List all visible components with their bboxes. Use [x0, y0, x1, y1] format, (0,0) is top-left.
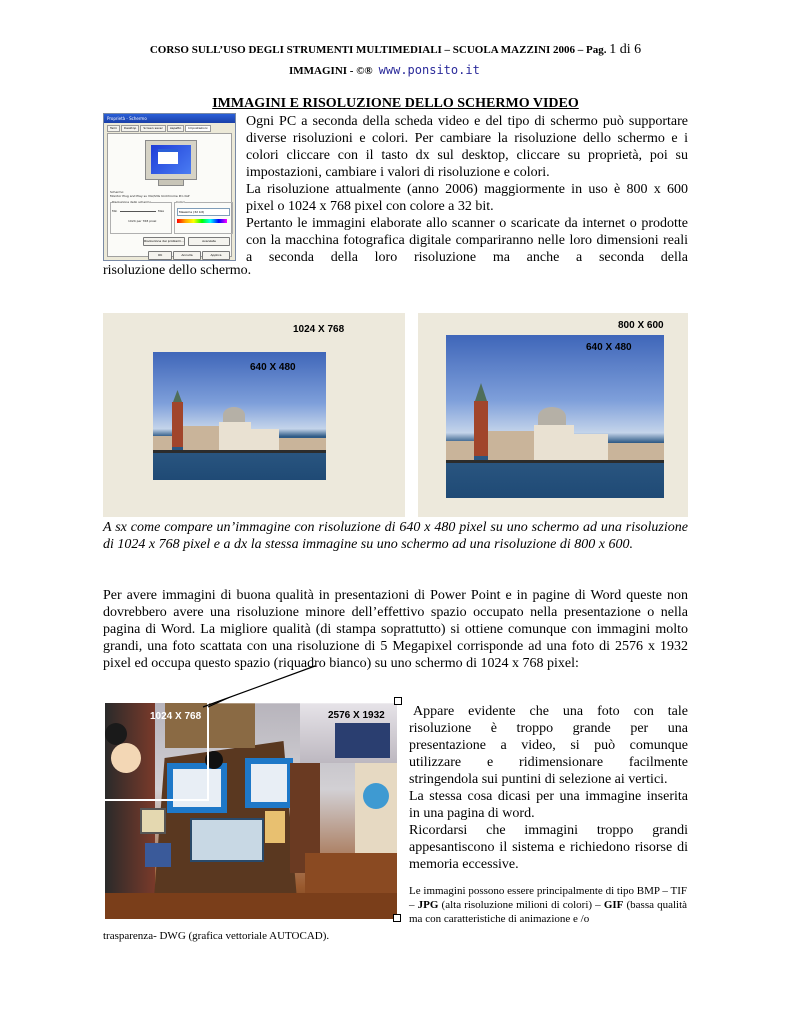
tab-settings: Impostazioni: [185, 125, 210, 132]
more-label: Max: [158, 209, 165, 213]
tab-desktop: Desktop: [121, 125, 139, 132]
resolution-value: 1024 per 768 pixel: [128, 219, 157, 223]
document-title: IMMAGINI E RISOLUZIONE DELLO SCHERMO VIDEO: [212, 96, 579, 111]
format-gif-desc: (bassa qualità ma con caratteristiche di animazione e /o: [409, 899, 688, 925]
resolution-group: [110, 202, 172, 234]
format-gif: GIF: [603, 899, 624, 911]
selection-handle-bottom-right[interactable]: [393, 914, 401, 922]
tab-appearance: Aspetto: [167, 125, 185, 132]
formats-paragraph-end: trasparenza- DWG (grafica vettoriale AUTOCAD).: [103, 930, 330, 942]
dialog-tabs: [104, 123, 235, 132]
side-paragraph-1: Appare evidente che una foto con tale risoluzione è troppo grande per una presentazione a video, si può comunque utilizzare e ridimensionare facilmente stringendola sui puntini di selezione ai vertici.: [409, 704, 688, 787]
display-properties-screenshot: [103, 113, 236, 261]
cancel-button: Annulla: [173, 251, 201, 260]
intro-text: [246, 113, 688, 266]
resolution-slider: [120, 211, 156, 212]
panels-caption: A sx come compare un’immagine con risoluzione di 640 x 480 pixel su uno schermo ad una risoluzione di 1024 x 768 pixel e a dx la stessa immagine su uno schermo ad una risoluzione di 800 x 600.: [103, 520, 688, 552]
pointer-arrow: [200, 661, 320, 711]
advanced-button: Avanzate: [188, 237, 230, 246]
monitor-stand: [158, 179, 184, 186]
page-header: [0, 42, 791, 58]
page-prefix: Pag.: [586, 44, 607, 56]
selection-handle-top-right[interactable]: [394, 697, 402, 705]
colors-label: Colori: [176, 200, 185, 204]
monitor-name: Monitor Plug and Play su VIA/S3G UniChrome Pro IGP: [110, 194, 190, 198]
venice-photo-small: [153, 352, 326, 480]
monitor-icon: [145, 140, 197, 180]
screen-label: Schermo:: [110, 190, 125, 194]
venice-photo-large: [446, 335, 664, 498]
tab-screensaver: Screen saver: [140, 125, 166, 132]
section-label: IMMAGINI - ©®: [289, 65, 373, 77]
tab-themes: Temi: [107, 125, 120, 132]
screen-800-label: 800 X 600: [618, 320, 664, 331]
formats-paragraph: [409, 884, 687, 926]
photo-side-text: [409, 703, 688, 873]
intro-paragraph-2: La risoluzione attualmente (anno 2006) maggiormente in uso è 800 x 600 pixel o 1024 x 768 pixel con colore a 32 bit.: [246, 182, 688, 214]
section-header: [289, 63, 480, 77]
troubleshoot-button: Risoluzione dei problemi...: [143, 237, 185, 246]
settings-pane: [107, 133, 232, 257]
color-bar: [177, 219, 227, 223]
side-paragraph-3: Ricordarsi che immagini troppo grandi appesantiscono il sistema e richiedono risorse di memoria eccessive.: [409, 823, 688, 872]
side-paragraph-2: La stessa cosa dicasi per una immagine inserita in una pagina di word.: [409, 789, 688, 821]
selection-overlay: [105, 697, 405, 927]
less-label: Min: [112, 209, 118, 213]
photo-2576-label: 2576 X 1932: [328, 710, 385, 721]
site-logo: www.ponsito.it: [378, 63, 480, 77]
image-640-label-left: 640 X 480: [250, 362, 296, 373]
format-jpg-desc: (alta risoluzione milioni di colori) –: [441, 899, 601, 911]
screen-1024-panel: [103, 313, 405, 517]
quality-paragraph: Per avere immagini di buona qualità in presentazioni di Power Point e in pagine di Word queste non dovrebbero avere una risoluzione minore dell’effettivo spazio occupato nella presentazione o nella pagina di Word. La migliore qualità (di stampa soprattutto) si ottiene comunque con immagini molto grandi, una foto scattata con una risoluzione di 5 Megapixel corrisponde ad una foto di 2576 x 1932 pixel ed occupa questo spazio (riquadro bianco) su uno schermo di 1024 x 768 pixel:: [103, 588, 688, 671]
formats-intro: Le immagini possono essere principalmente di tipo BMP – TIF –: [409, 885, 687, 911]
resolution-label: Risoluzione dello schermo: [112, 200, 152, 204]
intro-paragraph-1: Ogni PC a seconda della scheda video e del tipo di schermo può supportare diverse risoluzioni e colori. Per cambiare la risoluzione dello schermo e i colori cliccare con il tasto dx sul desktop, cliccare su proprietà, poi su impostazioni, cambiare i valori di risoluzione e colori.: [246, 114, 688, 180]
intro-paragraph-3-end: risoluzione dello schermo.: [103, 263, 252, 278]
colors-combo: Massima (32 bit): [177, 208, 230, 216]
page-number: 1 di 6: [609, 42, 642, 57]
dialog-title: Proprietà - Schermo: [104, 114, 235, 123]
screen-1024-label: 1024 X 768: [293, 324, 345, 335]
ok-button: OK: [148, 251, 172, 260]
screen-800-panel: [418, 313, 688, 517]
colors-group: [174, 202, 233, 234]
apply-button: Applica: [202, 251, 230, 260]
format-jpg: JPG: [417, 899, 439, 911]
frame-1024-label: 1024 X 768: [150, 711, 202, 722]
course-title: CORSO SULL’USO DEGLI STRUMENTI MULTIMEDIALI – SCUOLA MAZZINI 2006 –: [149, 44, 584, 56]
intro-paragraph-3: Pertanto le immagini elaborate allo scanner o scaricate da internet o prodotte con la macchina fotografica digitale compariranno nelle loro dimensioni reali a seconda della loro risoluzione ma anche a seconda della: [246, 216, 688, 265]
image-640-label-right: 640 X 480: [586, 342, 632, 353]
arrow-line: [203, 666, 315, 707]
